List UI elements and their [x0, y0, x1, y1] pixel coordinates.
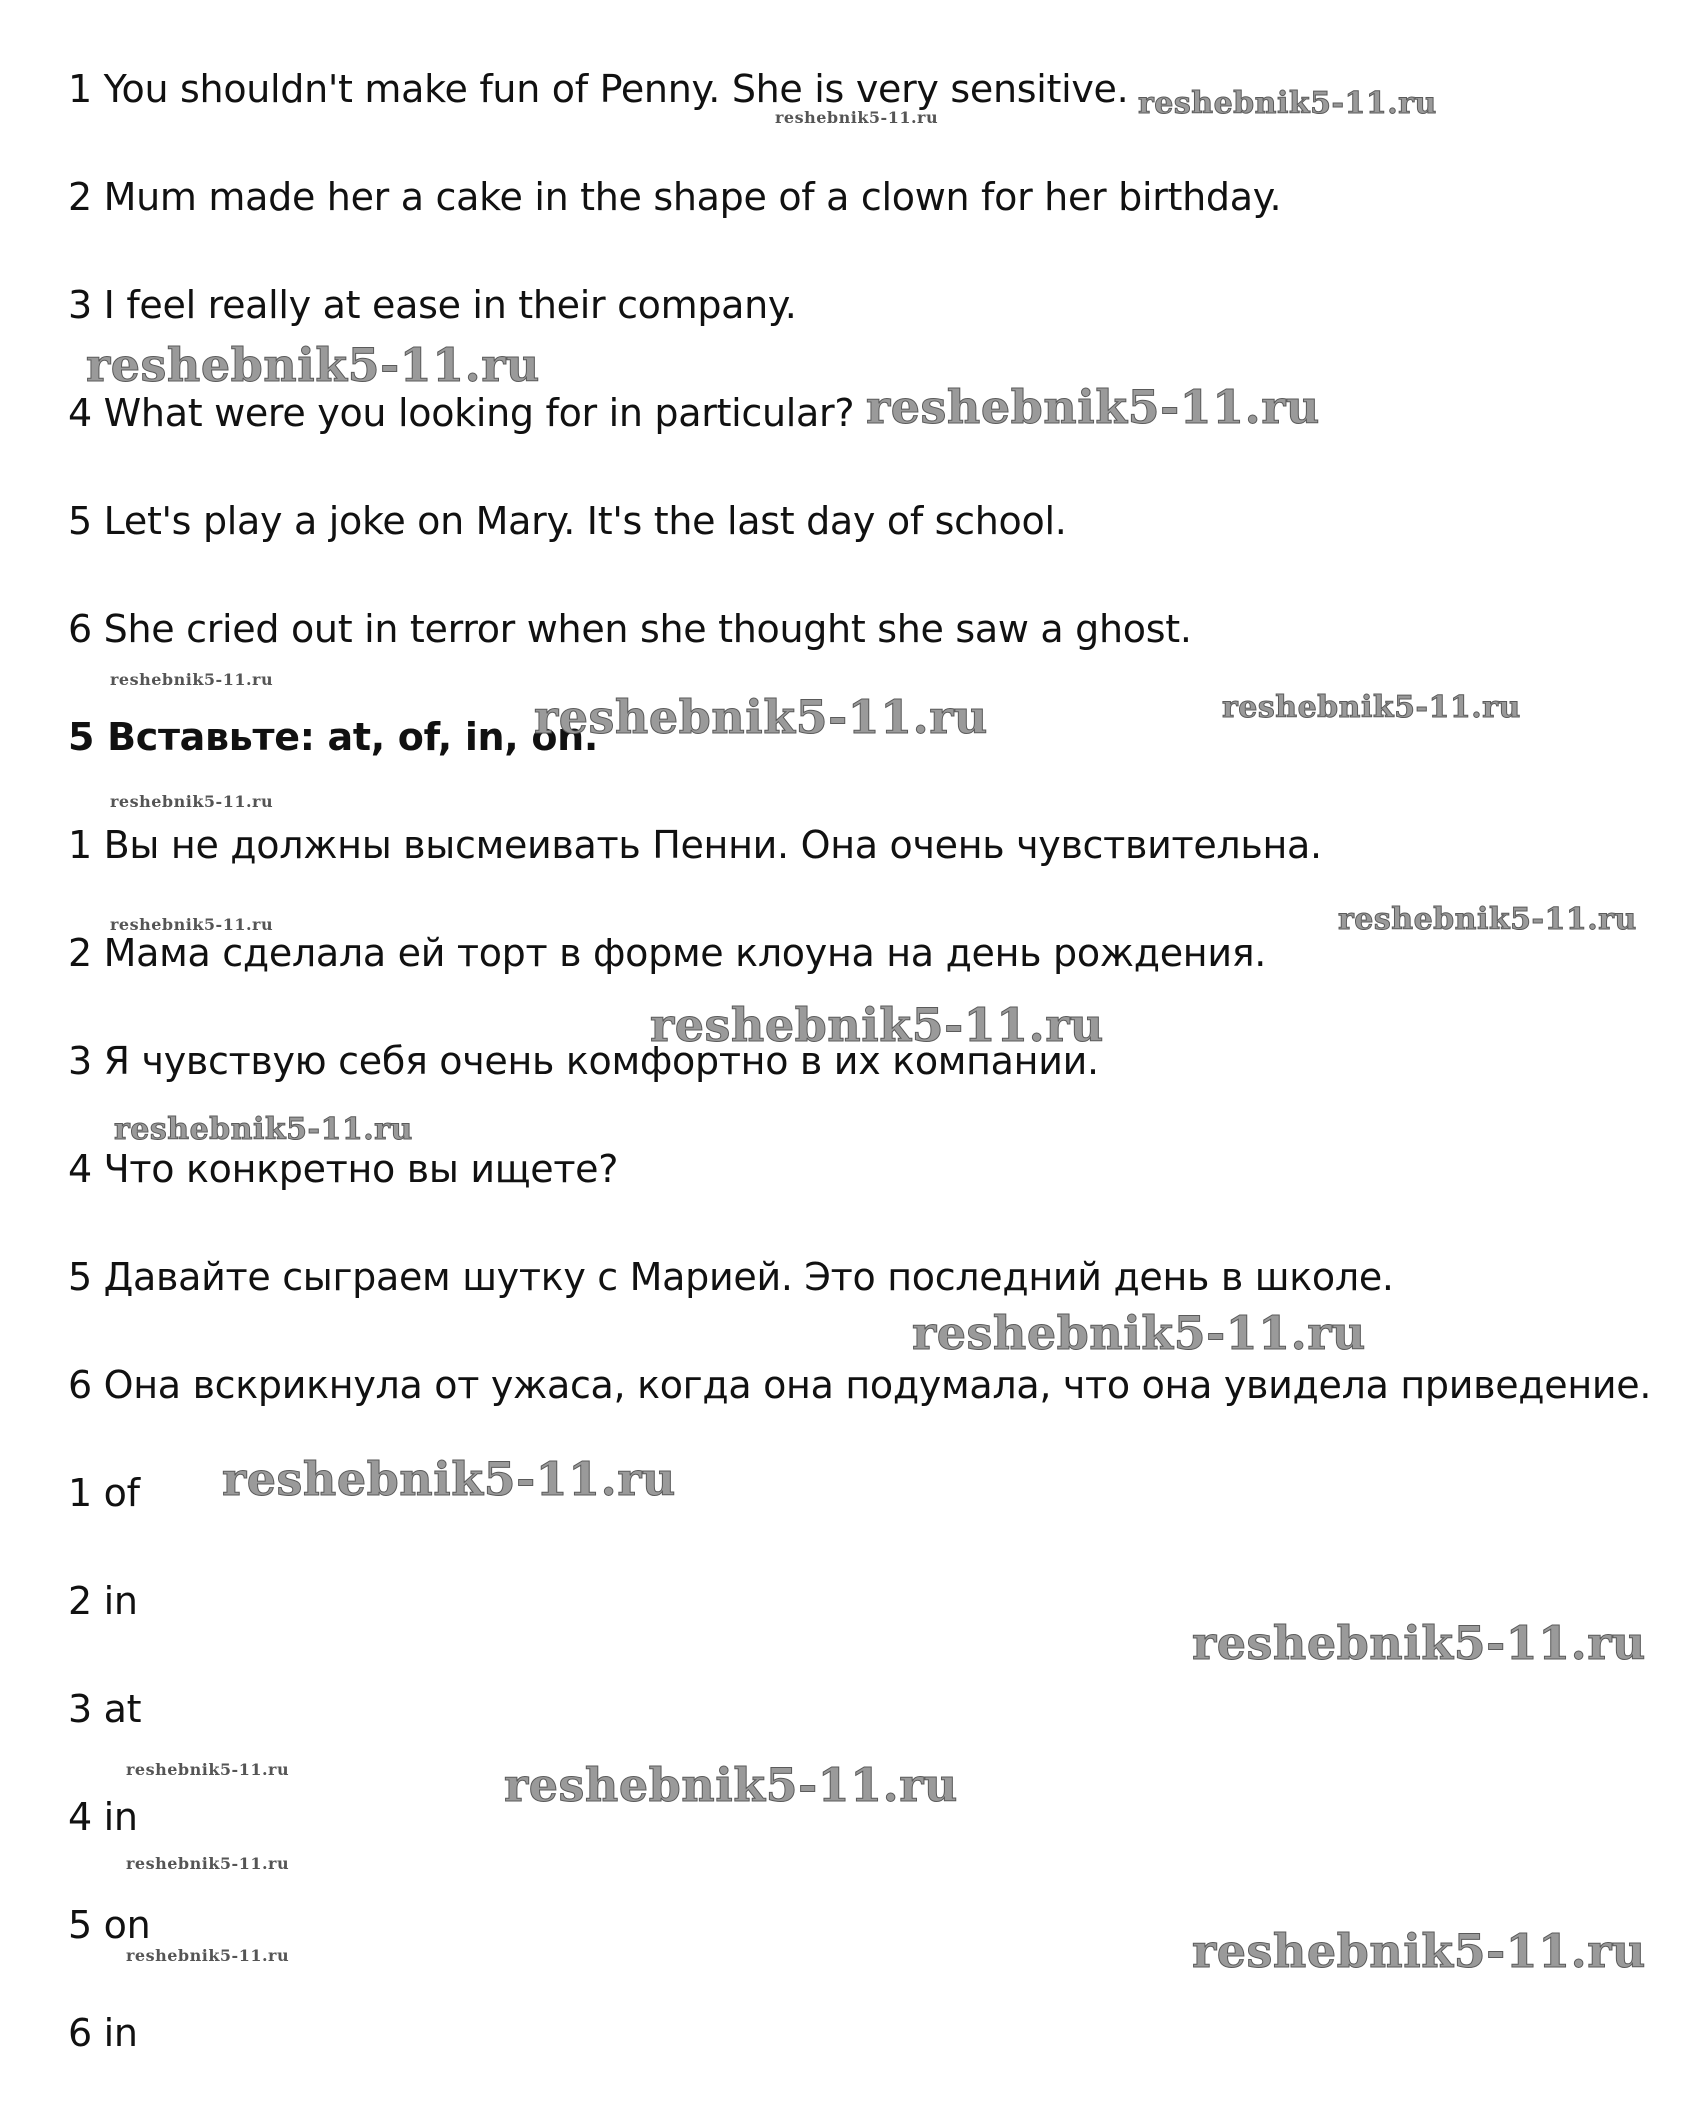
watermark: reshebnik5-11.ru	[126, 1946, 290, 1965]
russian-sentence-1: 1 Вы не должны высмеивать Пенни. Она очень чувствительна.	[68, 823, 1322, 867]
watermark: reshebnik5-11.ru	[1222, 690, 1521, 725]
watermark: reshebnik5-11.ru	[775, 108, 939, 127]
task-heading: 5 Вставьте: at, of, in, on.	[68, 715, 599, 759]
russian-sentence-5: 5 Давайте сыграем шутку с Марией. Это последний день в школе.	[68, 1255, 1394, 1299]
watermark: reshebnik5-11.ru	[114, 1112, 413, 1147]
answer-2: 2 in	[68, 1579, 138, 1623]
english-sentence-6: 6 She cried out in terror when she thought she saw a ghost.	[68, 607, 1192, 651]
watermark: reshebnik5-11.ru	[650, 998, 1104, 1052]
watermark: reshebnik5-11.ru	[110, 792, 274, 811]
watermark: reshebnik5-11.ru	[126, 1854, 290, 1873]
watermark: reshebnik5-11.ru	[110, 670, 274, 689]
russian-sentence-3: 3 Я чувствую себя очень комфортно в их компании.	[68, 1039, 1099, 1083]
watermark: reshebnik5-11.ru	[1192, 1616, 1646, 1670]
answer-5: 5 on	[68, 1903, 151, 1947]
watermark: reshebnik5-11.ru	[1138, 86, 1437, 121]
english-sentence-3: 3 I feel really at ease in their company.	[68, 283, 797, 327]
watermark: reshebnik5-11.ru	[866, 380, 1320, 434]
answer-3: 3 at	[68, 1687, 142, 1731]
watermark: reshebnik5-11.ru	[1338, 902, 1637, 937]
english-sentence-5: 5 Let's play a joke on Mary. It's the last day of school.	[68, 499, 1067, 543]
english-sentence-1: 1 You shouldn't make fun of Penny. She is very sensitive.	[68, 67, 1129, 111]
answer-4: 4 in	[68, 1795, 138, 1839]
watermark: reshebnik5-11.ru	[86, 338, 540, 392]
russian-sentence-2: 2 Мама сделала ей торт в форме клоуна на день рождения.	[68, 931, 1267, 975]
watermark: reshebnik5-11.ru	[110, 915, 274, 934]
russian-sentence-4: 4 Что конкретно вы ищете?	[68, 1147, 619, 1191]
watermark: reshebnik5-11.ru	[222, 1452, 676, 1506]
russian-sentence-6: 6 Она вскрикнула от ужаса, когда она подумала, что она увидела приведение.	[68, 1363, 1652, 1407]
watermark: reshebnik5-11.ru	[504, 1758, 958, 1812]
watermark: reshebnik5-11.ru	[126, 1760, 290, 1779]
english-sentence-4: 4 What were you looking for in particular?	[68, 391, 855, 435]
answer-1: 1 of	[68, 1471, 140, 1515]
english-sentence-2: 2 Mum made her a cake in the shape of a clown for her birthday.	[68, 175, 1282, 219]
watermark: reshebnik5-11.ru	[1192, 1924, 1646, 1978]
watermark: reshebnik5-11.ru	[534, 690, 988, 744]
watermark: reshebnik5-11.ru	[912, 1306, 1366, 1360]
answer-6: 6 in	[68, 2011, 138, 2055]
